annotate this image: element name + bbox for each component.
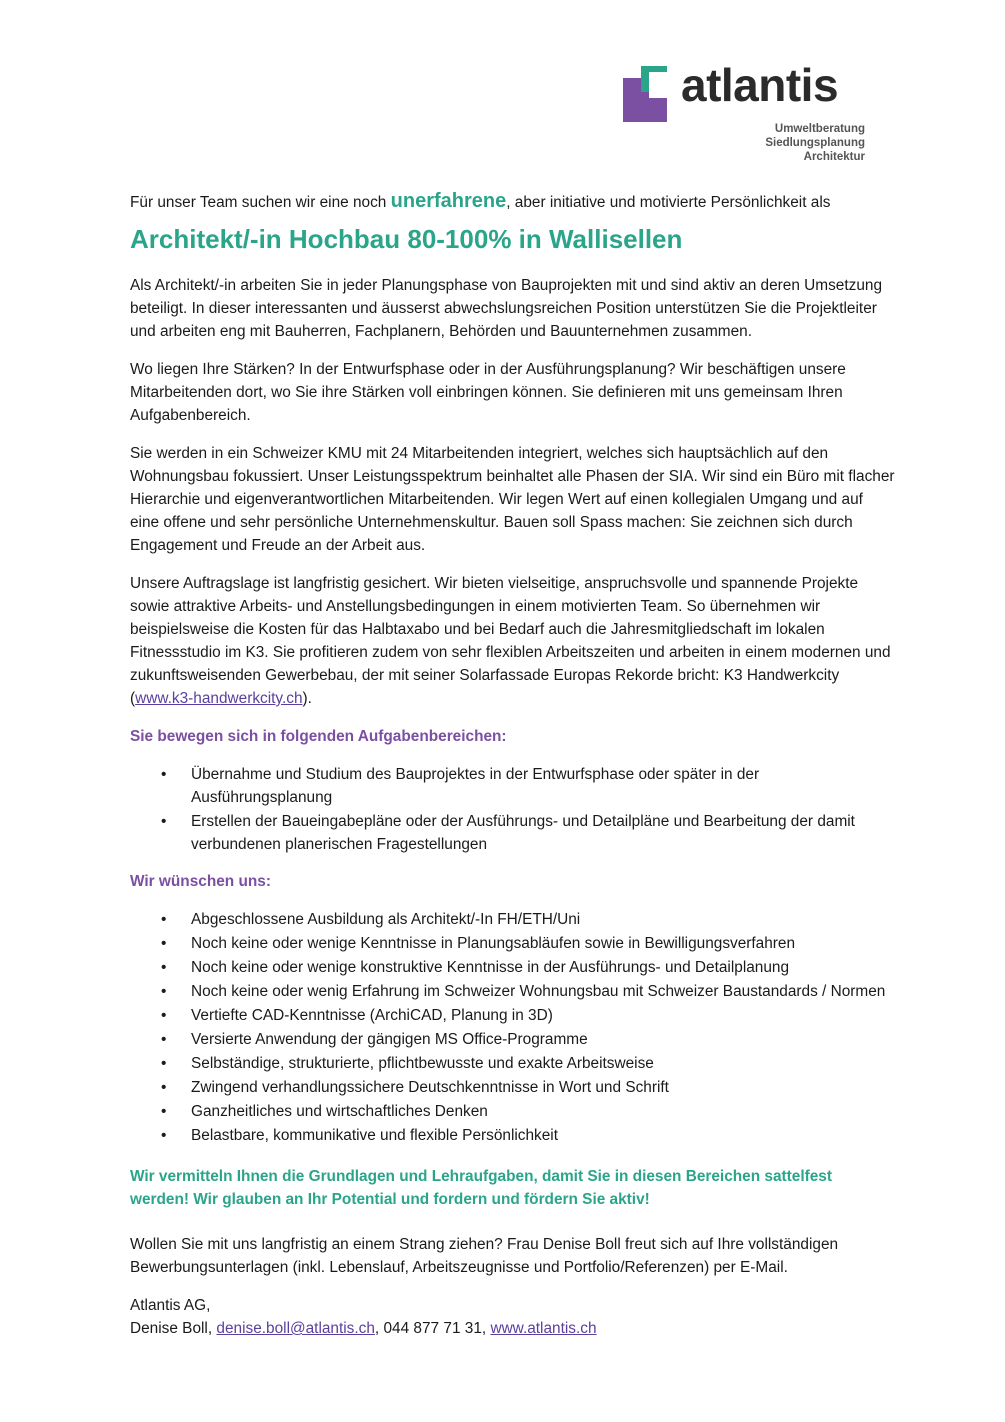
logo-tagline-line: Architektur [803, 151, 865, 163]
logo-mark-icon [623, 66, 683, 122]
wishes-heading: Wir wünschen uns: [130, 873, 271, 890]
logo-tagline-line: Siedlungsplanung [765, 137, 865, 149]
paragraph-offer: Unsere Auftragslage ist langfristig gesichert. Wir bieten vielseitige, anspruchsvolle und spannende Projekte sowie attraktive Arbeits- und Anstellungsbedingungen in einem motivierten Team. So übernehmen wir beispielsweise die Kosten für das Halbtaxabo und bei Bedarf auch die Jahresmitgliedschaft im lokalen Fitnessstudio im K3. Sie profitieren zudem von sehr flexiblen Arbeitszeiten und arbeiten in einem modernen und zukunftsweisenden Gewerbebau, der mit seiner Solarfassade Europas Rekorde bricht: K3 Handwerkcity (www.k3-handwerkcity.ch). [130, 575, 891, 707]
tasks-list [130, 763, 895, 856]
list-item: • Abgeschlossene Ausbildung als Architekt/-In FH/ETH/Uni [191, 908, 895, 931]
posting-content [130, 190, 895, 1340]
intro-line: Für unser Team suchen wir eine noch unerfahrene, aber initiative und motivierte Persönlichkeit als [130, 190, 831, 212]
contact-company: Atlantis AG, [130, 1297, 211, 1314]
list-item: • Noch keine oder wenige konstruktive Kenntnisse in der Ausführungs- und Detailplanung [191, 956, 895, 979]
tasks-heading: Sie bewegen sich in folgenden Aufgabenbereichen: [130, 728, 507, 745]
list-item: • Belastbare, kommunikative und flexible Persönlichkeit [191, 1124, 895, 1147]
job-title: Architekt/-in Hochbau 80-100% in Wallisellen [130, 224, 683, 254]
list-item: • Übernahme und Studium des Bauprojektes in der Entwurfsphase oder später in der Ausführungsplanung [191, 763, 895, 809]
apply-paragraph: Wollen Sie mit uns langfristig an einem Strang ziehen? Frau Denise Boll freut sich auf Ihre vollständigen Bewerbungsunterlagen (inkl. Lebenslauf, Arbeitszeugnisse und Portfolio/Referenzen) per E-Mail. [130, 1236, 839, 1276]
logo-tagline-line: Umweltberatung [774, 123, 865, 135]
list-item: • Selbständige, strukturierte, pflichtbewusste und exakte Arbeitsweise [191, 1052, 895, 1075]
list-item: • Vertiefte CAD-Kenntnisse (ArchiCAD, Planung in 3D) [191, 1004, 895, 1027]
logo-tagline [765, 122, 865, 164]
list-item: • Noch keine oder wenige Kenntnisse in Planungsabläufen sowie in Bewilligungsverfahren [191, 932, 895, 955]
logo-wordmark: atlantis [681, 59, 839, 111]
atlantis-logo [623, 59, 873, 166]
list-item: • Ganzheitliches und wirtschaftliches Denken [191, 1100, 895, 1123]
list-item: • Erstellen der Baueingabepläne oder der Ausführungs- und Detailpläne und Bearbeitung der damit verbundenen planerischen Fragestellungen [191, 810, 895, 856]
paragraph-role: Als Architekt/-in arbeiten Sie in jeder Planungsphase von Bauprojekten mit und sind aktiv an deren Umsetzung beteiligt. In dieser interessanten und äusserst abwechslungsreichen Position unterstützen Sie die Projektleiter und arbeiten eng mit Bauherren, Fachplanern, Behörden und Bauunternehmen zusammen. [130, 277, 883, 340]
wishes-list [130, 908, 895, 1147]
email-link[interactable]: denise.boll@atlantis.ch [216, 1320, 375, 1337]
k3-link[interactable]: www.k3-handwerkcity.ch [135, 690, 303, 707]
list-item: • Versierte Anwendung der gängigen MS Office-Programme [191, 1028, 895, 1051]
paragraph-company: Sie werden in ein Schweizer KMU mit 24 Mitarbeitenden integriert, welches sich hauptsächlich auf den Wohnungsbau fokussiert. Unser Leistungsspektrum beinhaltet alle Phasen der SIA. Wir sind ein Büro mit flacher Hierarchie und eigenverantwortlichen Mitarbeitenden. Wir legen Wert auf einen kollegialen Umgang und auf eine offene und sehr persönliche Unternehmenskultur. Bauen soll Spass machen: Sie zeichnen sich durch Engagement und Freude an der Arbeit aus. [130, 445, 895, 554]
list-item: • Zwingend verhandlungssichere Deutschkenntnisse in Wort und Schrift [191, 1076, 895, 1099]
list-item: • Noch keine oder wenig Erfahrung im Schweizer Wohnungsbau mit Schweizer Baustandards / Normen [191, 980, 895, 1003]
website-link[interactable]: www.atlantis.ch [490, 1320, 597, 1337]
contact-line: Denise Boll, denise.boll@atlantis.ch, 044 877 71 31, www.atlantis.ch [130, 1320, 597, 1337]
paragraph-strengths: Wo liegen Ihre Stärken? In der Entwurfsphase oder in der Ausführungsplanung? Wir beschäftigen unsere Mitarbeitenden dort, wo Sie ihre Stärken voll einbringen können. Sie definieren mit uns gemeinsam Ihren Aufgabenbereich. [130, 361, 846, 424]
closing-statement: Wir vermitteln Ihnen die Grundlagen und Lehraufgaben, damit Sie in diesen Bereichen sattelfest werden! Wir glauben an Ihr Potential und fordern und fördern Sie aktiv! [130, 1168, 832, 1208]
intro-highlight: unerfahrene [390, 190, 507, 212]
